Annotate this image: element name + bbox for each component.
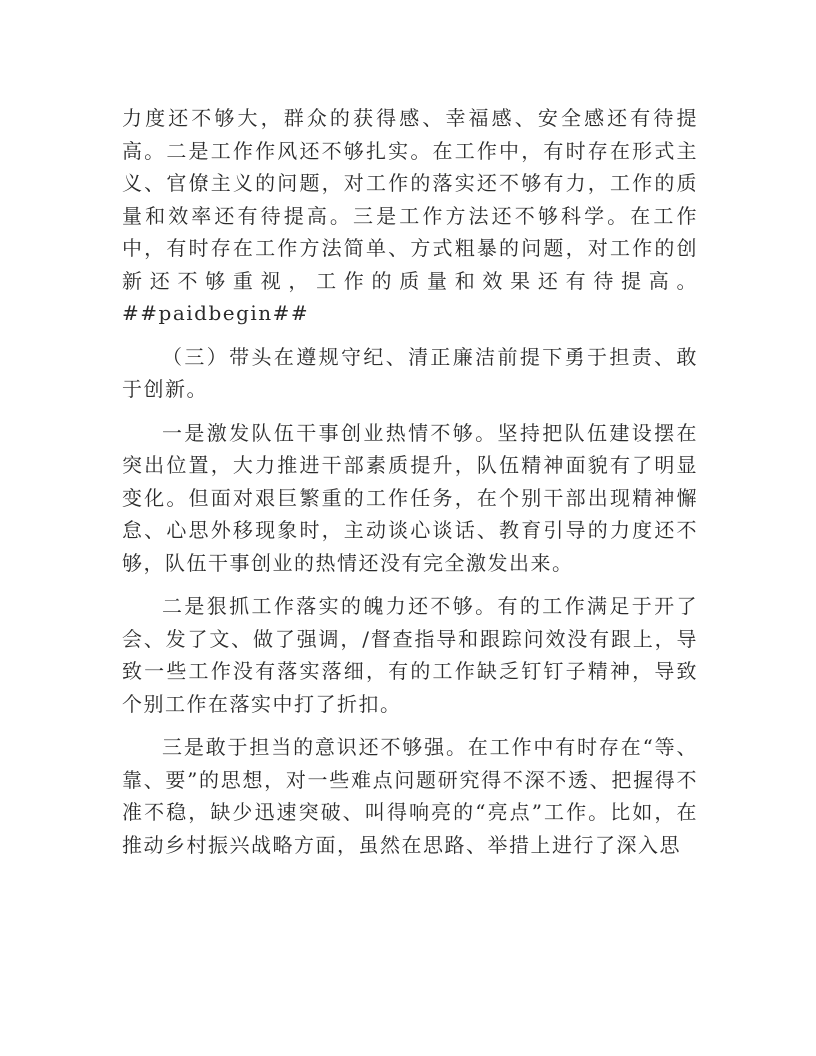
paragraph: 三是敢于担当的意识还不够强。在工作中有时存在“等、靠、要”的思想，对一些难点问题研究得不深不透、把握得不准不稳，缺少迅速突破、叫得响亮的“亮点”工作。比如，在推动乡村振兴战略方面，虽然在思路、举措上进行了深入思 <box>122 735 698 857</box>
section-heading: （三）带头在遵规守纪、清正廉洁前提下勇于担责、敢于创新。 <box>122 344 698 401</box>
paragraph-continued: 力度还不够大，群众的获得感、幸福感、安全感还有待提高。二是工作作风还不够扎实。在工作中，有时存在形式主义、官僚主义的问题，对工作的落实还不够有力，工作的质量和效率还有待提高。三是工作方法还不够科学。在工作中，有时存在工作方法简单、方式粗暴的问题，对工作的创新还不够重视，工作的质量和效果还有待提高。##paidbegin## <box>122 106 698 325</box>
paragraph: 一是激发队伍干事创业热情不够。坚持把队伍建设摆在突出位置，大力推进干部素质提升，队伍精神面貌有了明显变化。但面对艰巨繁重的工作任务，在个别干部出现精神懈怠、心思外移现象时，主动谈心谈话、教育引导的力度还不够，队伍干事创业的热情还没有完全激发出来。 <box>122 420 698 575</box>
document-body <box>122 102 698 872</box>
paragraph: 二是狠抓工作落实的魄力还不够。有的工作满足于开了会、发了文、做了强调，/督查指导和跟踪问效没有跟上，导致一些工作没有落实落细，有的工作缺乏钉钉子精神，导致个别工作在落实中打了折扣。 <box>122 594 698 716</box>
